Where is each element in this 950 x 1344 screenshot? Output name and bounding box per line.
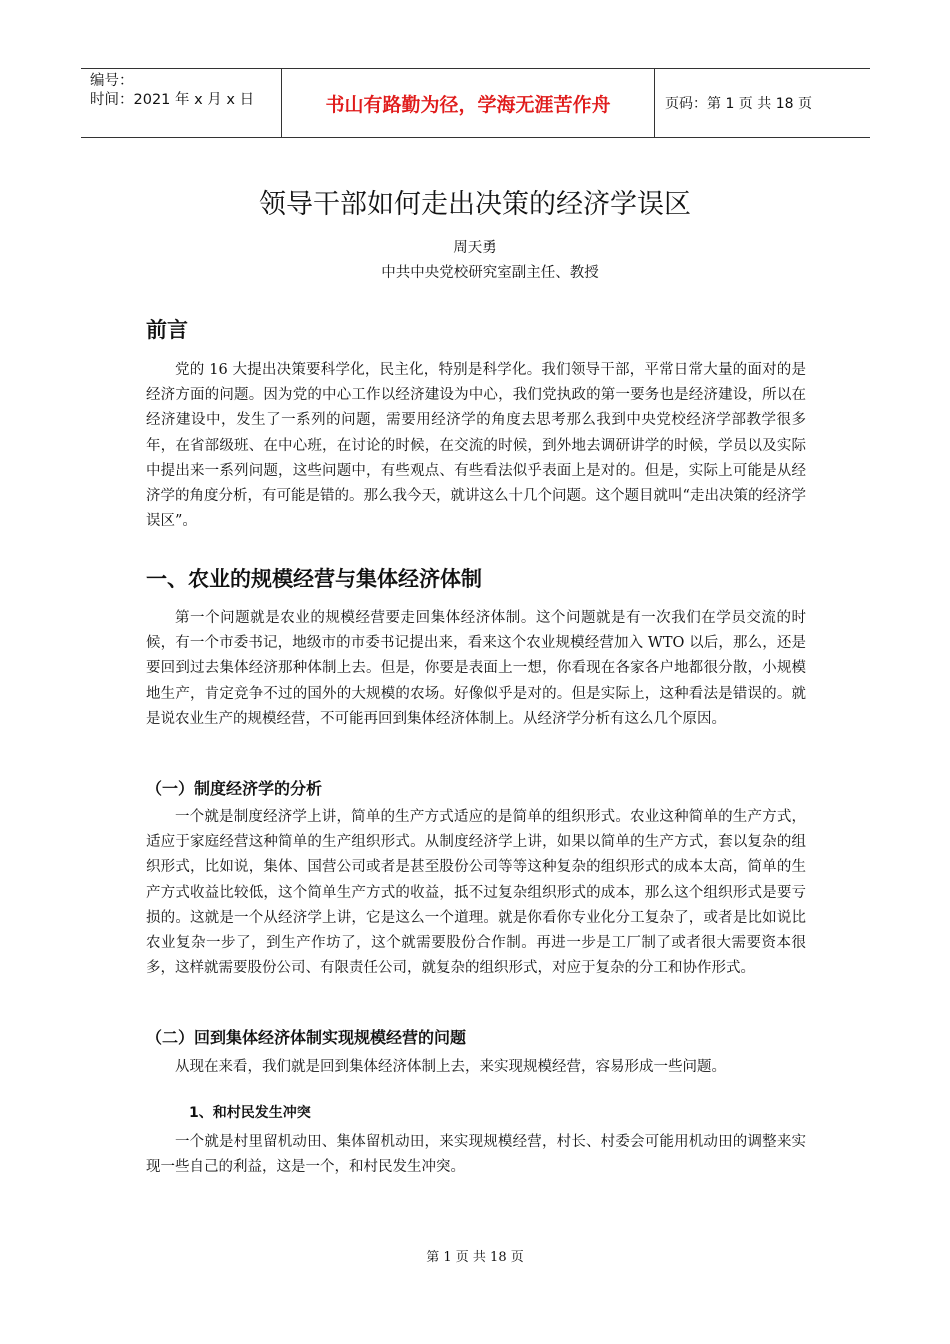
preface-paragraph: 党的 16 大提出决策要科学化，民主化，特别是科学化。我们领导干部，平常日常大量的面对的是经济方面的问题。因为党的中心工作以经济建设为中心，我们党执政的第一要务也是经济建设，所以在经济建设中，发生了一系列的问题，需要用经济学的角度去思考那么我到中央党校经济学部教学很多年，在省部级班、在中心班，在讨论的时候，在交流的时候，到外地去调研讲学的时候，学员以及实际中提出来一系列问题，这些问题中，有些观点、有些看法似乎表面上是对的。但是，实际上可能是从经济学的角度分析，有可能是错的。那么我今天，就讲这么十几个问题。这个题目就叫“走出决策的经济学误区”。 bbox=[146, 362, 806, 530]
preface-heading: 前言 bbox=[146, 318, 188, 342]
page-footer: 第 1 页 共 18 页 bbox=[426, 1250, 524, 1265]
number-label: 编号： bbox=[90, 73, 134, 89]
section1-heading: 一、农业的规模经营与集体经济体制 bbox=[146, 567, 482, 591]
sub2-heading: （二）回到集体经济体制实现规模经营的问题 bbox=[146, 1028, 467, 1047]
sub1-paragraph: 一个就是制度经济学上讲，简单的生产方式适应的是简单的组织形式。农业这种简单的生产方式，适应于家庭经营这种简单的生产组织形式。从制度经济学上讲，如果以简单的生产方式，套以复杂的组织形式，比如说，集体、国营公司或者是甚至股份公司等等这种复杂的组织形式的成本太高，简单的生产方式收益比较低，这个简单生产方式的收益，抵不过复杂组织形式的成本，那么这个组织形式是要亏损的。这就是一个从经济学上讲，它是这么一个道理。就是你看你专业化分工复杂了，或者是比如说比农业复杂一步了，到生产作坊了，这个就需要股份合作制。再进一步是工厂制了或者很大需要资本很多，这样就需要股份公司、有限责任公司，就复杂的组织形式，对应于复杂的分工和协作形式。 bbox=[146, 809, 806, 977]
affiliation: 中共中央党校研究室副主任、教授 bbox=[381, 265, 599, 281]
header-page-info bbox=[655, 69, 870, 137]
header-table bbox=[81, 68, 870, 138]
time-label: 时间：2021 年 x 月 x 日 bbox=[90, 92, 255, 108]
motto: 书山有路勤为径，学海无涯苦作舟 bbox=[325, 93, 611, 116]
sub2-paragraph: 从现在来看，我们就是回到集体经济体制上去，来实现规模经营，容易形成一些问题。 bbox=[175, 1059, 726, 1075]
section1-paragraph: 第一个问题就是农业的规模经营要走回集体经济体制。这个问题就是有一次我们在学员交流的时候，有一个市委书记，地级市的市委书记提出来，看来这个农业规模经营加入 WTO 以后，那么，还是要回到过去集体经济那种体制上去。但是，你要是表面上一想，你看现在各家各户地都很分散，小规模地生产，肯定竞争不过的国外的大规模的农场。好像似乎是对的。但是实际上，这种看法是错误的。就是说农业生产的规模经营，不可能再回到集体经济体制上。从经济学分析有这么几个原因。 bbox=[146, 610, 806, 727]
header-motto-cell bbox=[281, 69, 655, 137]
sub1-heading: （一）制度经济学的分析 bbox=[146, 779, 323, 798]
document-title: 领导干部如何走出决策的经济学误区 bbox=[259, 189, 691, 220]
header-meta bbox=[81, 69, 281, 137]
item1-heading: 1、和村民发生冲突 bbox=[189, 1105, 311, 1121]
item1-paragraph: 一个就是村里留机动田、集体留机动田，来实现规模经营，村长、村委会可能用机动田的调整来实现一些自己的利益，这是一个，和村民发生冲突。 bbox=[146, 1134, 806, 1176]
author: 周天勇 bbox=[453, 240, 497, 256]
page-info: 页码：第 1 页 共 18 页 bbox=[665, 96, 812, 112]
